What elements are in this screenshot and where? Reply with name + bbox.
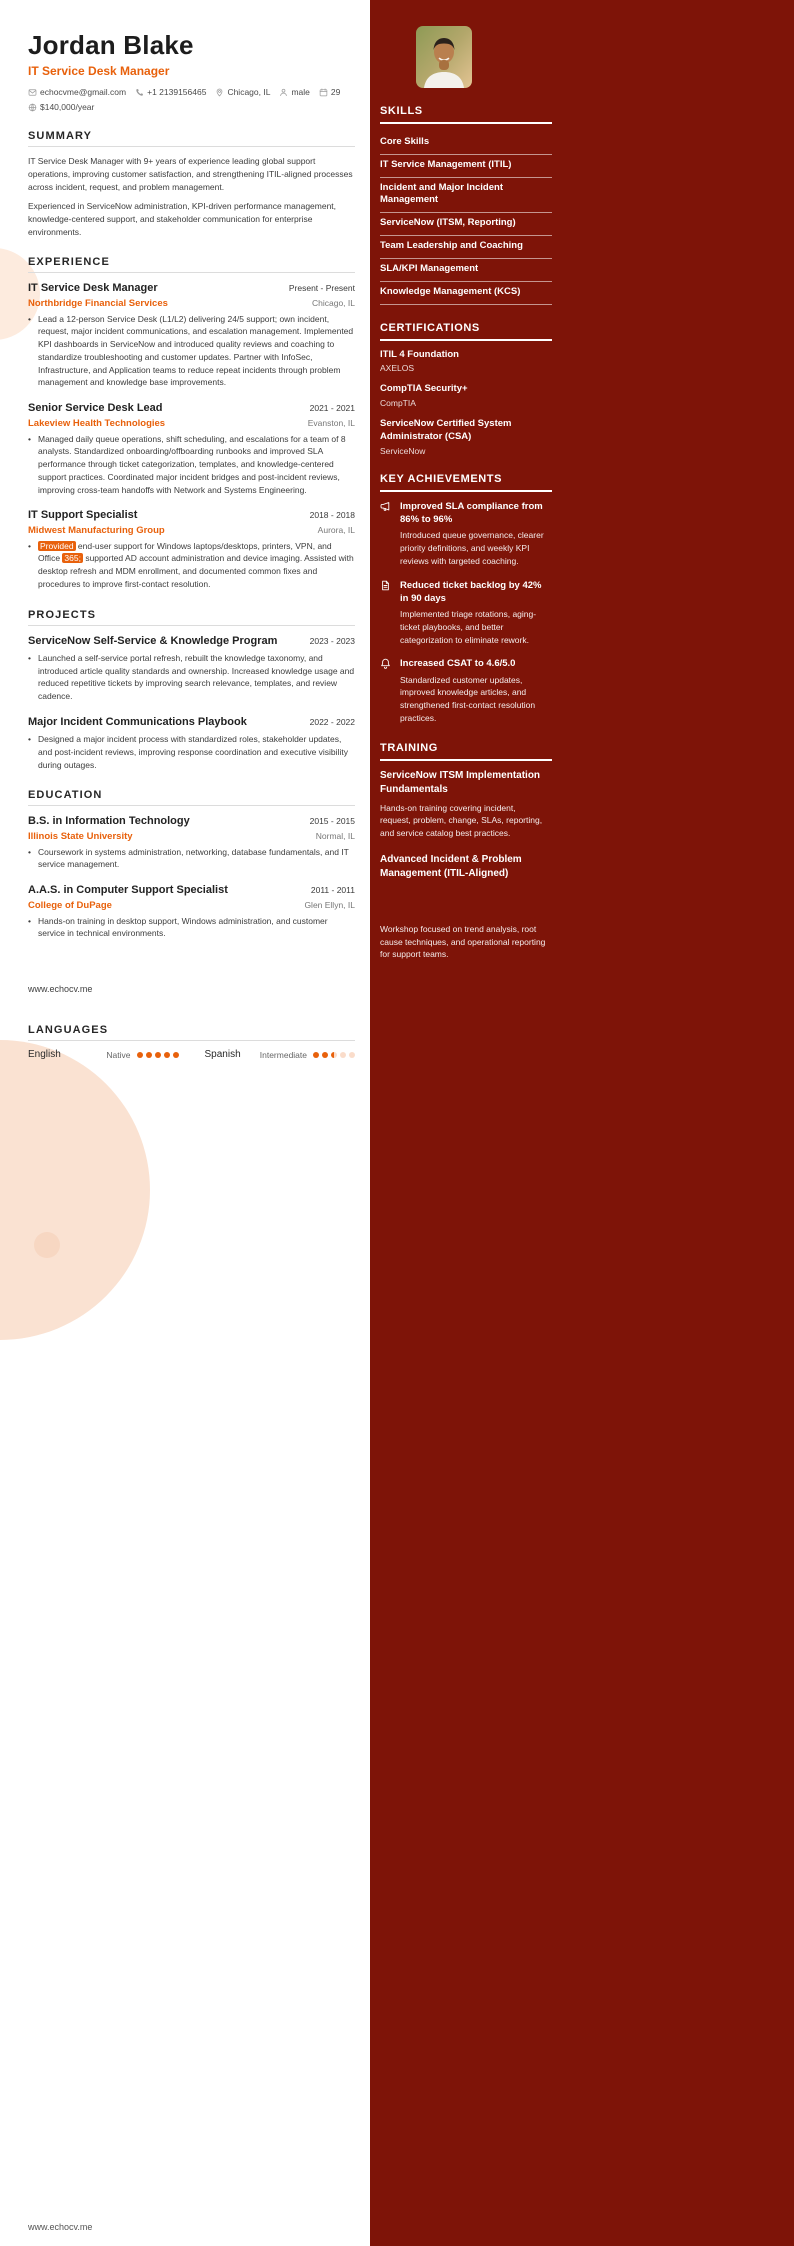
summary-body — [28, 155, 355, 238]
document-icon — [380, 579, 395, 647]
entry-subheader — [28, 525, 355, 536]
achievement-description: Implemented triage rotations, aging-ticket playbooks, and better categorization to eliminate rework. — [400, 609, 537, 645]
summary-paragraph: IT Service Desk Manager with 9+ years of experience leading global support operations, improving customer satisfaction, and strengthening ITIL-aligned processes across incident, request, and problem management. — [28, 156, 353, 192]
announcement-icon — [380, 500, 395, 568]
job-dates: 2021 - 2021 — [309, 403, 355, 414]
language-item — [205, 1049, 356, 1060]
bullet-item — [28, 915, 355, 941]
sidebar-content — [380, 26, 552, 961]
projects-heading: PROJECTS — [28, 609, 355, 626]
bullet-text: Hands-on training in desktop support, Windows administration, and customer service in technical environments. — [38, 915, 328, 939]
contact-location — [215, 87, 270, 97]
level-dot — [331, 1052, 337, 1058]
phone-icon — [135, 88, 144, 97]
job-title: IT Support Specialist — [28, 509, 138, 522]
experience-entry — [28, 508, 355, 590]
bullet-text: Coursework in systems administration, networking, database fundamentals, and IT service management. — [38, 846, 349, 870]
achievements-section — [380, 473, 552, 725]
project-dates: 2022 - 2022 — [309, 716, 355, 727]
entry-header — [28, 814, 355, 828]
contact-text: male — [291, 87, 310, 97]
achievement-description: Introduced queue governance, clearer priority definitions, and weekly KPI reviews with targeted coaching. — [400, 530, 544, 566]
website-link[interactable]: www.echocv.me — [28, 984, 93, 995]
avatar-illustration — [416, 26, 472, 88]
bullet-item — [28, 313, 355, 390]
projects-list — [28, 634, 355, 772]
company-name: Northbridge Financial Services — [28, 297, 168, 309]
certifications-section — [380, 322, 552, 456]
person-icon — [279, 88, 288, 97]
bullet-marker: • — [28, 734, 31, 745]
bullet-text: Lead a 12-person Service Desk (L1/L2) delivering 24/5 support; own incident, request, major incident communications, and escalation management. Implemented KPI dashboards in ServiceNow and introduced quality reviews and coaching to standardize troubleshooting and customer updates. Partner with InfoSec, Infrastructure, and Application teams to reduce repeat incidents through problem management and knowledge base improvements. — [38, 313, 354, 388]
contact-list — [28, 87, 355, 112]
entry-header — [28, 634, 355, 648]
bullet-text: Provided end-user support for Windows laptops/desktops, printers, VPN, and Office 365; supported AD account administration and device imaging. Assisted with desktop refresh and MDM enrollment, and documented common fixes and procedures to improve first-contact resolution. — [38, 540, 354, 589]
certification-item — [380, 349, 552, 374]
certifications-heading: CERTIFICATIONS — [380, 322, 552, 341]
footer-website-link[interactable]: www.echocv.me — [28, 2222, 93, 2232]
languages-list — [28, 1049, 355, 1060]
contact-mail[interactable] — [28, 87, 126, 97]
person-name: Jordan Blake — [28, 30, 194, 60]
language-item — [28, 1049, 179, 1060]
skills-heading: SKILLS — [380, 105, 552, 124]
mail-icon — [28, 88, 37, 97]
entry-subheader — [28, 831, 355, 842]
training-list — [380, 769, 552, 962]
project-title: ServiceNow Self-Service & Knowledge Program — [28, 634, 278, 647]
bullet-list — [28, 313, 355, 390]
job-location: Chicago, IL — [312, 297, 355, 308]
education-section — [28, 789, 355, 940]
bullet-text: Launched a self-service portal refresh, rebuilt the knowledge taxonomy, and introduced article quality standards and ownership. Increased knowledge usage and reduced repetitive tickets by improving search relevance, templates, and review cadence. — [38, 652, 355, 702]
bullet-list — [28, 540, 355, 591]
entry-header — [28, 715, 355, 729]
job-dates: 2018 - 2018 — [309, 510, 355, 521]
profile-photo — [416, 26, 472, 88]
school-location: Glen Ellyn, IL — [304, 899, 355, 910]
language-dots — [313, 1052, 355, 1058]
education-list — [28, 814, 355, 940]
skill-item: Core Skills — [380, 132, 552, 155]
school-location: Normal, IL — [315, 830, 355, 841]
entry-header — [28, 401, 355, 415]
certification-name: ITIL 4 Foundation — [380, 348, 459, 360]
language-name: Spanish — [204, 1049, 241, 1061]
language-level: Intermediate — [259, 1049, 307, 1060]
contact-person — [279, 87, 309, 97]
school-name: Illinois State University — [28, 830, 133, 842]
contact-text: echocvme@gmail.com — [40, 87, 127, 97]
school-name: College of DuPage — [28, 899, 112, 911]
bullet-marker: • — [28, 652, 31, 663]
salary-icon — [28, 103, 37, 112]
contact-salary — [28, 102, 94, 112]
bullet-list — [28, 433, 355, 497]
training-description: Workshop focused on trend analysis, root cause techniques, and operational reporting for support teams. — [380, 923, 546, 960]
bullet-marker: • — [28, 433, 31, 444]
bullet-list — [28, 733, 355, 771]
achievement-title: Improved SLA compliance from 86% to 96% — [400, 500, 543, 526]
skill-item: Incident and Major Incident Management — [380, 178, 552, 214]
language-name: English — [28, 1049, 61, 1061]
degree-name: A.A.S. in Computer Support Specialist — [28, 884, 228, 897]
summary-heading: SUMMARY — [28, 130, 355, 147]
level-dot — [155, 1052, 161, 1058]
education-entry — [28, 814, 355, 871]
level-dot — [164, 1052, 170, 1058]
training-title: ServiceNow ITSM Implementation Fundamentals — [380, 769, 541, 795]
entry-header — [28, 883, 355, 897]
language-level: Native — [106, 1049, 131, 1060]
skill-item: Team Leadership and Coaching — [380, 236, 552, 259]
achievement-title: Reduced ticket backlog by 42% in 90 days — [400, 579, 542, 604]
training-heading: TRAINING — [380, 742, 552, 761]
bullet-list — [28, 846, 355, 872]
bullet-marker: • — [28, 915, 31, 926]
contact-phone — [135, 87, 206, 97]
language-level-group — [260, 1050, 355, 1060]
company-name: Midwest Manufacturing Group — [28, 524, 165, 536]
sidebar — [370, 0, 794, 2246]
certification-name: CompTIA Security+ — [380, 383, 468, 395]
contact-text: +1 2139156465 — [147, 87, 207, 97]
job-location: Evanston, IL — [307, 417, 355, 428]
certification-item — [380, 418, 552, 456]
certification-name: ServiceNow Certified System Administrator (CSA) — [380, 418, 512, 442]
job-title: IT Service Desk Manager — [28, 282, 158, 295]
training-item — [380, 769, 552, 840]
achievement-item — [380, 579, 552, 647]
training-section — [380, 742, 552, 962]
certification-item — [380, 383, 552, 408]
level-dot — [173, 1052, 179, 1058]
projects-section — [28, 609, 355, 772]
experience-section — [28, 256, 355, 590]
entry-header — [28, 508, 355, 522]
achievement-item — [380, 657, 552, 724]
languages-section — [28, 1024, 355, 1060]
entry-header — [28, 281, 355, 295]
calendar-icon — [319, 88, 328, 97]
decorative-circle-small — [34, 1232, 60, 1258]
achievement-description: Standardized customer updates, improved knowledge articles, and strengthened first-contact resolution practices. — [400, 674, 536, 723]
certification-issuer: ServiceNow — [380, 445, 426, 456]
skill-item: IT Service Management (ITIL) — [380, 155, 552, 178]
location-icon — [215, 88, 224, 97]
contact-text: $140,000/year — [40, 102, 95, 112]
bullet-list — [28, 915, 355, 941]
person-title: IT Service Desk Manager — [28, 64, 170, 78]
level-dot — [322, 1052, 328, 1058]
highlighted-text: Provided — [40, 540, 74, 551]
bullet-text: Managed daily queue operations, shift scheduling, and escalations for a team of 8 analysts. Standardized onboarding/offboarding runbooks and improved SLA performance through ticket categorization, templates, and knowledge-centered support practices. Coordinated major incident bridges and post-incident reviews, improving cross-team handoffs with Network and Systems Engineering. — [38, 433, 346, 495]
entry-subheader — [28, 900, 355, 911]
language-level-group — [106, 1050, 178, 1060]
skill-item: Knowledge Management (KCS) — [380, 282, 552, 305]
decorative-circle-large — [0, 1040, 150, 1340]
bell-icon — [380, 657, 395, 724]
degree-name: B.S. in Information Technology — [28, 815, 190, 828]
certification-issuer: CompTIA — [380, 398, 416, 409]
project-title: Major Incident Communications Playbook — [28, 715, 247, 728]
skills-list — [380, 132, 552, 305]
languages-heading: LANGUAGES — [28, 1024, 355, 1041]
experience-heading: EXPERIENCE — [28, 256, 355, 273]
level-dot — [340, 1052, 346, 1058]
job-location: Aurora, IL — [317, 524, 355, 535]
entry-subheader — [28, 418, 355, 429]
language-dots — [137, 1052, 179, 1058]
summary-paragraph: Experienced in ServiceNow administration, KPI-driven performance management, knowledge-centered support, and stakeholder communication for enterprise environments. — [28, 200, 337, 237]
bullet-marker: • — [28, 846, 31, 857]
bullet-item — [28, 433, 355, 497]
skill-item: SLA/KPI Management — [380, 259, 552, 282]
level-dot — [146, 1052, 152, 1058]
bullet-item — [28, 846, 355, 872]
level-dot — [349, 1052, 355, 1058]
experience-entry — [28, 401, 355, 496]
summary-section — [28, 130, 355, 238]
certifications-list — [380, 349, 552, 456]
bullet-list — [28, 652, 355, 703]
education-dates: 2015 - 2015 — [309, 816, 355, 827]
company-name: Lakeview Health Technologies — [28, 417, 166, 429]
training-item — [380, 853, 552, 961]
project-entry — [28, 715, 355, 772]
job-dates: Present - Present — [288, 283, 355, 294]
achievements-heading: KEY ACHIEVEMENTS — [380, 473, 552, 492]
experience-list — [28, 281, 355, 590]
level-dot — [137, 1052, 143, 1058]
skills-section — [380, 105, 552, 305]
experience-entry — [28, 281, 355, 389]
skill-item: ServiceNow (ITSM, Reporting) — [380, 213, 552, 236]
education-heading: EDUCATION — [28, 789, 355, 806]
bullet-item — [28, 733, 355, 771]
education-dates: 2011 - 2011 — [310, 885, 355, 896]
entry-subheader — [28, 298, 355, 309]
achievements-list — [380, 500, 552, 725]
highlighted-text: 365; — [64, 553, 81, 564]
bullet-marker: • — [28, 313, 31, 324]
project-dates: 2023 - 2023 — [309, 635, 355, 646]
project-entry — [28, 634, 355, 703]
training-description: Hands-on training covering incident, request, problem, change, SLAs, reporting, and service catalog best practices. — [380, 802, 543, 839]
contact-text: Chicago, IL — [227, 87, 271, 97]
training-title: Advanced Incident & Problem Management (ITIL-Aligned) — [380, 853, 522, 879]
achievement-item — [380, 500, 552, 568]
contact-calendar — [319, 87, 340, 97]
resume-main — [0, 0, 370, 1060]
bullet-item — [28, 540, 355, 591]
level-dot — [313, 1052, 319, 1058]
bullet-marker: • — [28, 540, 31, 551]
education-entry — [28, 883, 355, 940]
achievement-title: Increased CSAT to 4.6/5.0 — [400, 658, 516, 670]
bullet-item — [28, 652, 355, 703]
certification-issuer: AXELOS — [380, 363, 415, 374]
contact-text: 29 — [330, 87, 341, 97]
job-title: Senior Service Desk Lead — [28, 402, 163, 415]
bullet-text: Designed a major incident process with standardized roles, stakeholder updates, and post-incident reviews, improving response coordination and executive visibility during outages. — [38, 734, 348, 770]
